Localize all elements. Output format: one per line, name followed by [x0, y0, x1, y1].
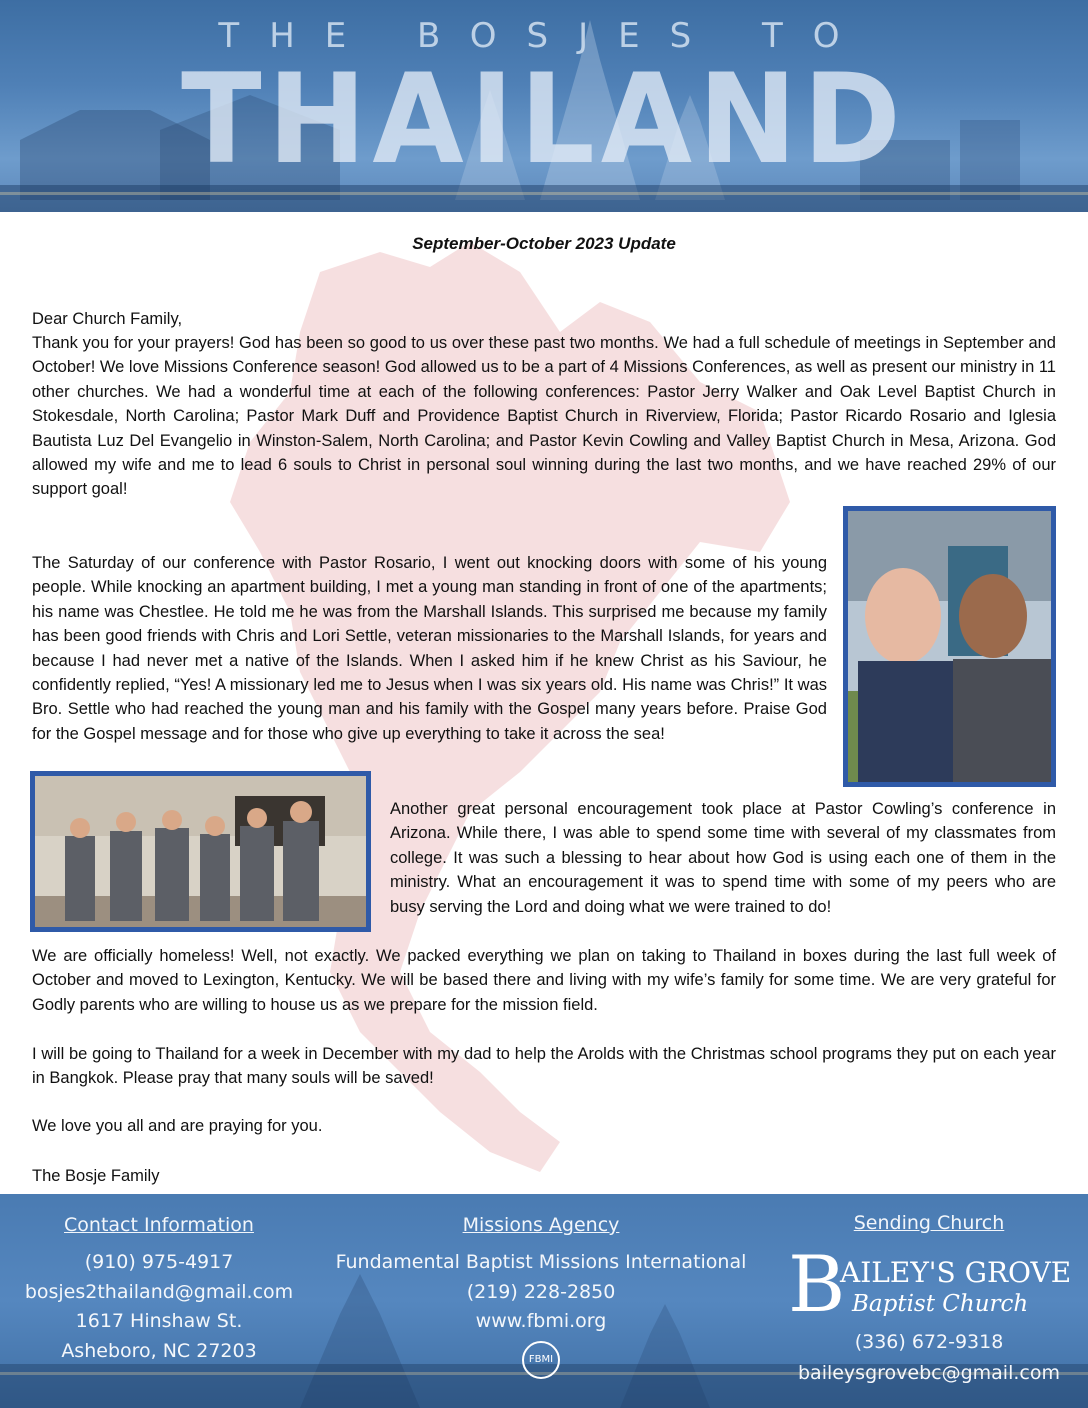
church-phone[interactable]: (336) 672-9318 — [854, 1331, 1004, 1353]
paragraph-1: Thank you for your prayers! God has been so good to us over these past two months. We had a full schedule of meetings in September and October! We love Missions Conference season! God allowed us to be a part of 4 Missions Conferences, as well as present our ministry in 11 other churches. We had a wonderful time at each of the following conferences: Pastor Jerry Walker and Oak Level Baptist Church in Stokesdale, North Carolina; Pastor Mark Duff and Providence Baptist Church in Riverview, Florida; Pastor Ricardo Rosario and Iglesia Bautista Luz Del Evangelio in Winston-Salem, North Carolina; and Pastor Kevin Cowling and Valley Baptist Church in Mesa, Arizona. God allowed my wife and me to lead 6 souls to Christ in personal soul winning during the last two months, and we have reached 29% of our support goal! — [32, 334, 1056, 499]
church-email[interactable]: baileysgrovebc@gmail.com — [797, 1362, 1060, 1384]
paragraph-4: We are officially homeless! Well, not exactly. We packed everything we plan on taking to Thailand in boxes during the last full week of October and moved to Lexington, Kentucky. We will be based there and living with my wife’s family for some time. We are very grateful for Godly parents who are willing to house us as we prepare for the mission field. — [32, 947, 1056, 1014]
sending-heading: Sending Church — [853, 1212, 1005, 1234]
contact-city: Asheboro, NC 27203 — [61, 1339, 257, 1362]
contact-phone[interactable]: (910) 975-4917 — [84, 1251, 234, 1273]
contact-email[interactable]: bosjes2thailand@gmail.com — [24, 1280, 294, 1303]
signature: The Bosje Family — [32, 1167, 160, 1185]
church-logo-initial: B — [788, 1240, 846, 1330]
sending-church-column — [770, 1212, 1088, 1408]
contact-column — [0, 1214, 318, 1366]
contact-street: 1617 Hinshaw St. — [75, 1310, 243, 1332]
agency-heading: Missions Agency — [462, 1214, 620, 1236]
header-banner — [0, 0, 1088, 212]
fbmi-logo-icon: FBMI — [522, 1341, 560, 1379]
paragraph-2: The Saturday of our conference with Pastor Rosario, I went out knocking doors with some of his young people. While knocking an apartment building, I met a young man standing in front of one of the apartments; his name was Chestlee. He told me he was from the Marshall Islands. This surprised me because my family has been good friends with Chris and Lori Settle, veteran missionaries to the Marshall Islands, for years and because I had never met a native of the Islands. When I asked him if he knew Christ as his Saviour, he confidently replied, “Yes! A missionary led me to Jesus when I was six years old. His name was Chris!” It was Bro. Settle who had reached the young man and his family with the Gospel many years before. Praise God for the Gospel message and for those who give up everything to take it across the sea! — [32, 554, 827, 743]
header-subtitle: THE BOSJES TO — [218, 16, 870, 56]
footer — [0, 1194, 1088, 1408]
header-title: THAILAND — [181, 46, 907, 192]
agency-phone[interactable]: (219) 228-2850 — [466, 1280, 616, 1303]
paragraph-5: I will be going to Thailand for a week in December with my dad to help the Arolds with the Christmas school programs they put on each year in Bangkok. Please pray that many souls will be saved! — [32, 1045, 1056, 1088]
selfie-photo — [843, 506, 1056, 787]
agency-website[interactable]: www.fbmi.org — [475, 1310, 607, 1332]
paragraph-6: We love you all and are praying for you. — [32, 1117, 323, 1135]
group-photo — [30, 771, 371, 932]
agency-column — [318, 1214, 764, 1379]
church-logo-name: AILEY'S GROVE — [840, 1256, 1072, 1289]
update-title: September-October 2023 Update — [412, 234, 676, 253]
paragraph-3: Another great personal encouragement took place at Pastor Cowling’s conference in Arizona. While there, I was able to spend some time with several of my classmates from college. It was such a blessing to hear about how God is using each one of them in the ministry. What an encouragement it was to spend time with some of my peers who are busy serving the Lord and doing what we were trained to do! — [390, 800, 1056, 916]
contact-heading: Contact Information — [64, 1214, 254, 1236]
church-logo-sub: Baptist Church — [852, 1291, 1029, 1317]
salutation: Dear Church Family, — [32, 310, 183, 328]
agency-name: Fundamental Baptist Missions International — [335, 1251, 747, 1273]
